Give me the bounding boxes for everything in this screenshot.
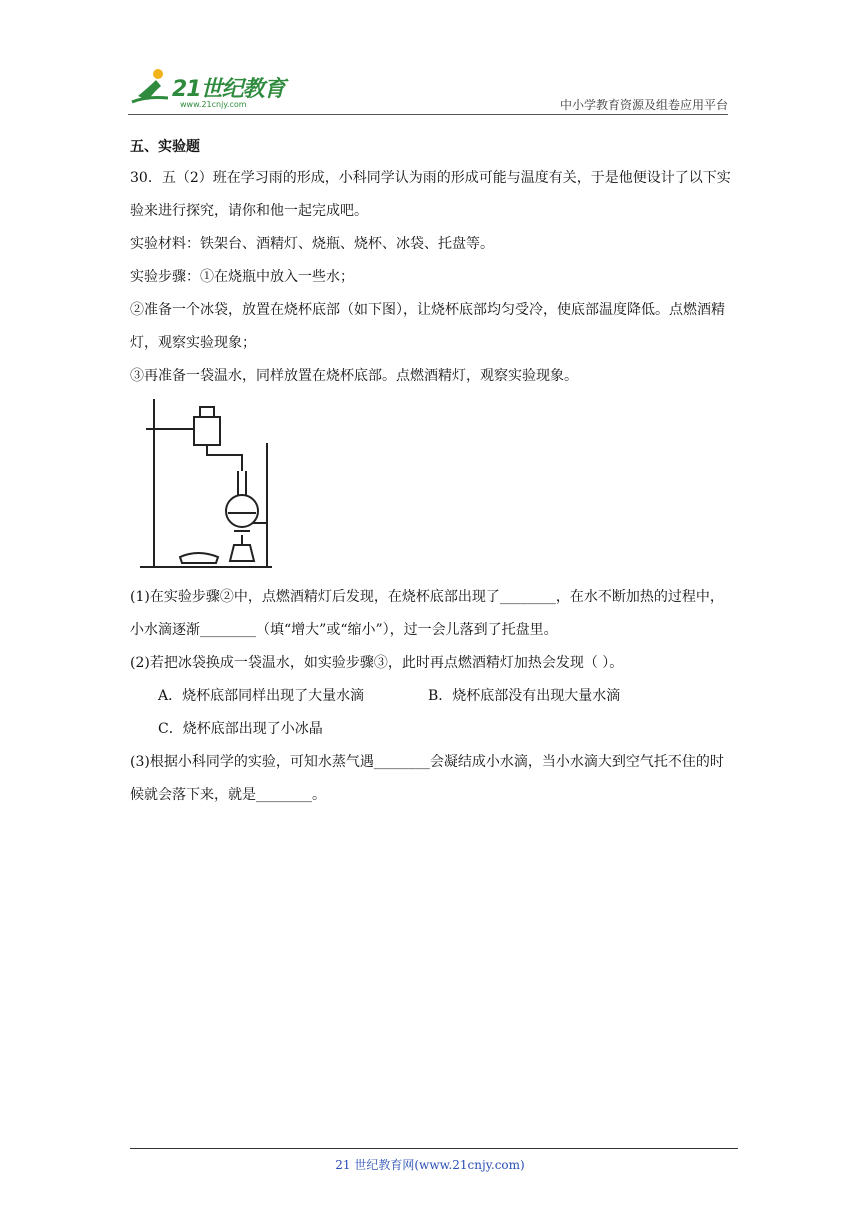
step-3: ③再准备一袋温水，同样放置在烧杯底部。点燃酒精灯，观察实验现象。 [130, 368, 578, 384]
sub-question-1: (1)在实验步骤②中，点燃酒精灯后发现，在烧杯底部出现了________，在水不断加热的过程中，小水滴逐渐________（填“增大”或“缩小”），过一会儿落到了托盘里。 [130, 589, 724, 638]
logo-url: www.21cnjy.com [180, 100, 247, 109]
option-c: C．烧杯底部出现了小冰晶 [158, 721, 323, 737]
option-a: A．烧杯底部同样出现了大量水滴 [158, 688, 365, 704]
sub-question-3: (3)根据小科同学的实验，可知水蒸气遇________会凝结成小水滴，当小水滴大到空气托不住的时候就会落下来，就是________。 [130, 754, 724, 803]
logo-text: 21世纪教育 [172, 77, 285, 102]
footer-text: 21 世纪教育网(www.21cnjy.com) [335, 1158, 525, 1172]
logo [128, 66, 298, 118]
experiment-apparatus-figure [134, 397, 274, 573]
section-title: 五、实验题 [130, 139, 200, 155]
sub-question-2: (2)若把冰袋换成一袋温水，如实验步骤③，此时再点燃酒精灯加热会发现（ ）。 [130, 655, 624, 671]
page-header [128, 66, 728, 118]
platform-name: 中小学教育资源及组卷应用平台 [559, 98, 728, 112]
option-b: B．烧杯底部没有出现大量水滴 [428, 688, 621, 704]
step-2: ②准备一个冰袋，放置在烧杯底部（如下图），让烧杯底部均匀受冷，使底部温度降低。点燃酒精灯，观察实验现象； [130, 302, 725, 351]
step-1: 实验步骤：①在烧瓶中放入一些水； [130, 269, 354, 285]
question-content [130, 132, 734, 812]
question-intro: 30．五（2）班在学习雨的形成，小科同学认为雨的形成可能与温度有关，于是他便设计了以下实验来进行探究，请你和他一起完成吧。 [130, 170, 731, 219]
runner-logo-icon [128, 66, 172, 110]
footer-divider [130, 1148, 738, 1149]
header-divider [128, 114, 728, 115]
materials: 实验材料：铁架台、酒精灯、烧瓶、烧杯、冰袋、托盘等。 [130, 236, 494, 252]
options-row-1 [130, 680, 734, 713]
